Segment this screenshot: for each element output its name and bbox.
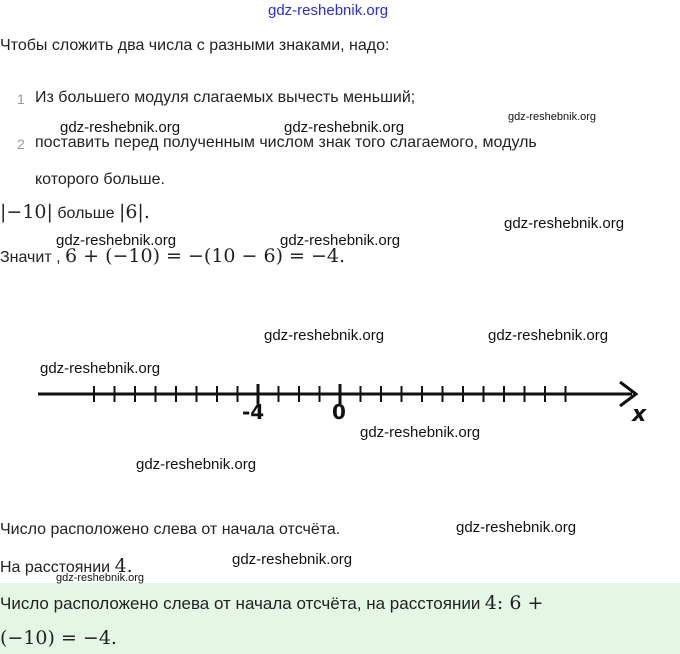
watermark: gdz-reshebnik.org <box>284 119 405 136</box>
watermark-top: gdz-reshebnik.org <box>268 2 389 19</box>
zero-label: 0 <box>332 400 346 424</box>
comparison-right: |6| <box>118 201 144 223</box>
watermark: gdz-reshebnik.org <box>56 572 145 584</box>
comparison-line <box>0 201 150 223</box>
answer-text: Число расположено слева от начала отсчёта, на расстоянии <box>0 594 481 613</box>
watermark: gdz-reshebnik.org <box>264 327 385 344</box>
watermark: gdz-reshebnik.org <box>508 111 597 123</box>
comparison-left: |−10| <box>0 201 53 223</box>
step-1-text: Из большего модуля слагаемых вычесть меньший; <box>35 89 416 106</box>
watermark: gdz-reshebnik.org <box>504 215 625 232</box>
watermark: gdz-reshebnik.org <box>232 551 353 568</box>
therefore-expression: 6 + (−10) = −(10 − 6) = −4. <box>65 245 346 267</box>
axis-x-label: x <box>632 402 647 427</box>
watermark: gdz-reshebnik.org <box>56 232 177 249</box>
watermark: gdz-reshebnik.org <box>40 360 161 377</box>
answer-line-2: (−10) = −4. <box>0 627 117 649</box>
step-2-number: 2 <box>17 136 25 152</box>
watermark: gdz-reshebnik.org <box>60 119 181 136</box>
comparison-word: больше <box>57 205 115 222</box>
step-2-text-line2: которого больше. <box>35 171 165 188</box>
therefore-label: Значит , <box>0 249 61 266</box>
comparison-end: . <box>143 201 150 223</box>
distance-value: 4. <box>114 555 133 577</box>
watermark: gdz-reshebnik.org <box>136 456 257 473</box>
step-1-number: 1 <box>17 91 25 107</box>
intro-text: Чтобы сложить два числа с разными знаками, надо: <box>0 37 390 54</box>
watermark: gdz-reshebnik.org <box>280 232 401 249</box>
distance-label: На расстоянии <box>0 559 111 576</box>
watermark: gdz-reshebnik.org <box>360 424 481 441</box>
answer-line-1 <box>0 592 543 614</box>
left-of-origin-text: Число расположено слева от начала отсчёта. <box>0 521 341 538</box>
watermark: gdz-reshebnik.org <box>488 327 609 344</box>
step-2-text-line1: поставить перед полученным числом знак того слагаемого, модуль <box>35 134 537 151</box>
marked-point-label: -4 <box>242 400 265 424</box>
answer-math-1: 4: 6 + <box>484 592 544 614</box>
watermark: gdz-reshebnik.org <box>456 519 577 536</box>
